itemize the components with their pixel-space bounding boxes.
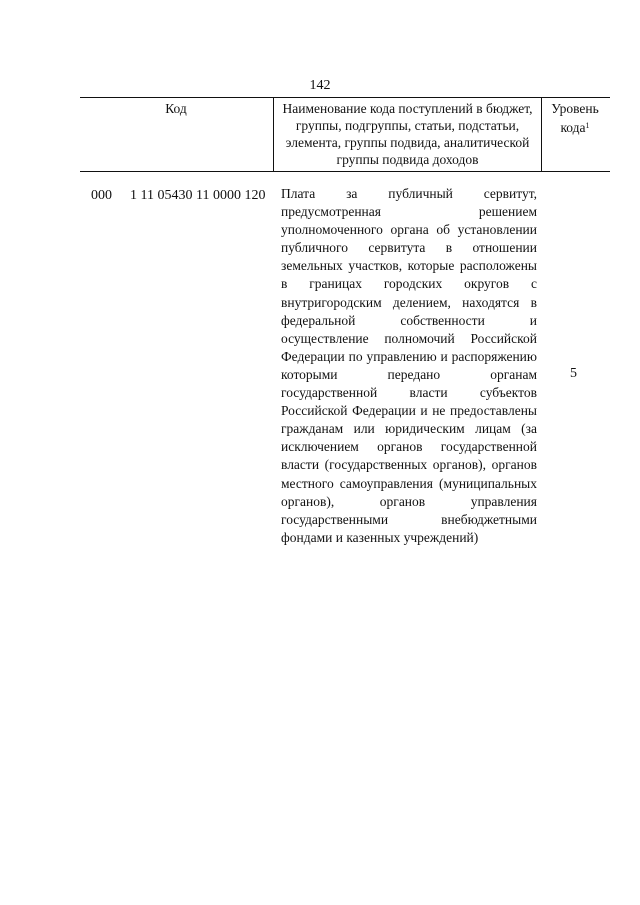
row-level: 5 bbox=[570, 366, 577, 381]
table-header bbox=[80, 97, 610, 172]
row-prefix: 000 bbox=[91, 188, 112, 203]
header-code: Код bbox=[165, 101, 187, 116]
header-level bbox=[541, 98, 609, 171]
header-level-footnote: 1 bbox=[585, 121, 590, 130]
header-name: Наименование кода поступлений в бюджет, группы, подгруппы, статьи, подстатьи, элемента, группы подвида, аналитической группы подвида доходов bbox=[273, 98, 542, 171]
row-code: 1 11 05430 11 0000 120 bbox=[130, 188, 266, 203]
header-level-label: Уровень кода bbox=[551, 101, 599, 135]
page-number: 142 bbox=[309, 78, 331, 93]
row-description: Плата за публичный сервитут, предусмотренная решением уполномоченного органа об установлении публичного сервитута в отношении земельных участков, которые расположены в границах городских округов с внутригородским делением, находятся в федеральной собственности и осуществление полномочий Российской Федерации по управлению и распоряжению которыми передано органам государственной власти субъектов Российской Федерации и не предоставлены гражданам или юридическим лицам (за исключением органов государственной власти (государственных органов), органов местного самоуправления (муниципальных органов), органов управления государственными внебюджетными фондами и казенных учреждений) bbox=[281, 186, 537, 545]
